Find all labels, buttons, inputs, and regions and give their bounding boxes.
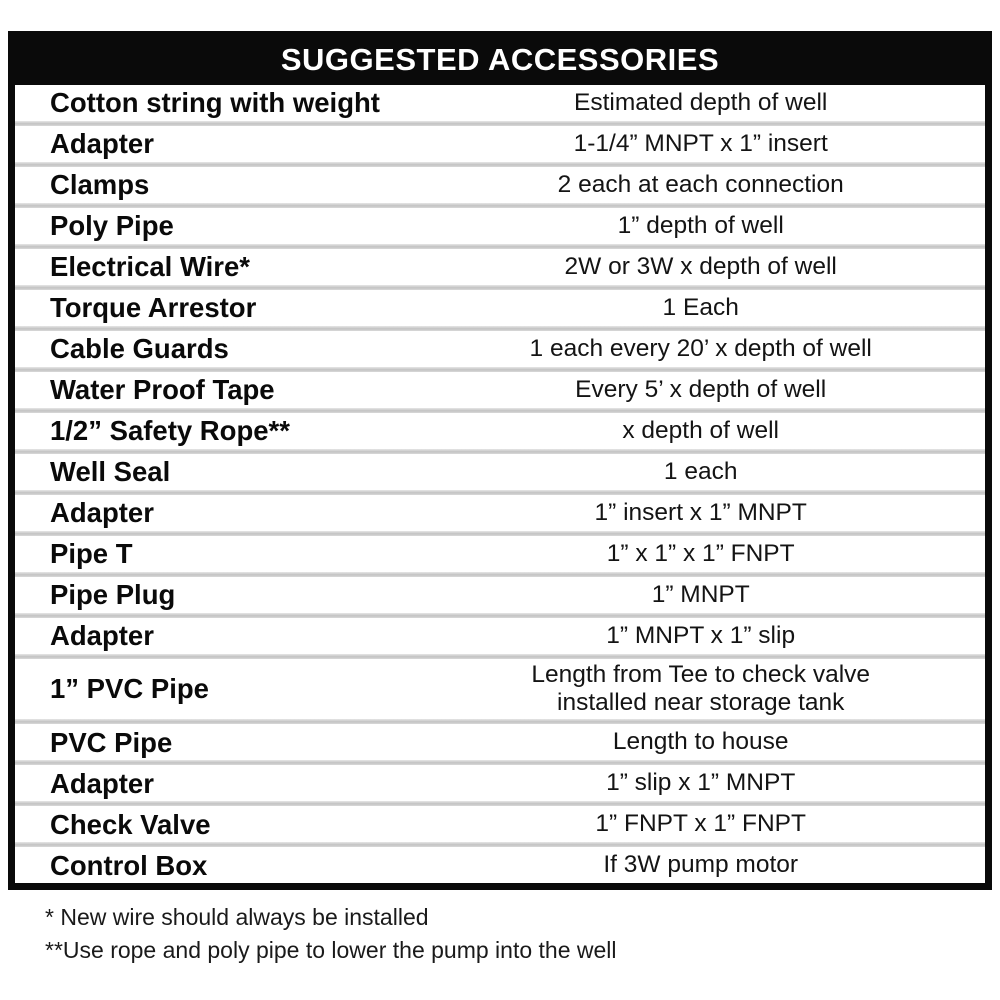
- table-row: [15, 290, 985, 326]
- item-name: Adapter: [50, 128, 154, 160]
- table-row: [15, 331, 985, 367]
- item-spec: Length from Tee to check valve installed near storage tank: [531, 661, 871, 717]
- item-spec: 1” insert x 1” MNPT: [594, 498, 807, 526]
- item-name: Cable Guards: [50, 333, 229, 365]
- item-name: Water Proof Tape: [50, 374, 275, 406]
- item-spec: Estimated depth of well: [574, 88, 828, 116]
- item-name: Pipe T: [50, 538, 133, 570]
- table-row: [15, 806, 985, 842]
- item-name: Torque Arrestor: [50, 292, 257, 324]
- item-spec: 1 each: [663, 457, 738, 485]
- table-row: [15, 847, 985, 883]
- table-row: [15, 454, 985, 490]
- table-row: [15, 249, 985, 285]
- table-row: [15, 618, 985, 654]
- item-spec: 1” MNPT: [651, 580, 750, 608]
- item-name: Check Valve: [50, 808, 211, 840]
- item-spec: 1” depth of well: [617, 211, 784, 239]
- item-name: Adapter: [50, 620, 154, 652]
- item-name: Control Box: [50, 849, 208, 881]
- table-row: [15, 765, 985, 801]
- item-spec: x depth of well: [622, 416, 779, 444]
- accessories-table: [8, 31, 992, 890]
- table-row: [15, 495, 985, 531]
- item-name: Cotton string with weight: [50, 87, 380, 119]
- item-spec: If 3W pump motor: [603, 851, 799, 879]
- item-spec: 1-1/4” MNPT x 1” insert: [573, 129, 828, 157]
- item-spec: 1” FNPT x 1” FNPT: [595, 810, 806, 838]
- item-spec: Every 5’ x depth of well: [575, 375, 827, 403]
- item-name: Adapter: [50, 767, 154, 799]
- item-name: Poly Pipe: [50, 210, 174, 242]
- table-row: [15, 126, 985, 162]
- item-name: Electrical Wire*: [50, 251, 250, 283]
- table-row: [15, 536, 985, 572]
- footnote-electrical-wire: * New wire should always be installed: [45, 904, 429, 930]
- table-title: SUGGESTED ACCESSORIES: [15, 38, 985, 85]
- item-spec: 1” x 1” x 1” FNPT: [606, 539, 795, 567]
- footnotes: [45, 903, 617, 969]
- item-spec: 2W or 3W x depth of well: [564, 252, 837, 280]
- table-row: [15, 724, 985, 760]
- item-name: Well Seal: [50, 456, 171, 488]
- table-row: [15, 85, 985, 121]
- item-spec: Length to house: [612, 728, 789, 756]
- table-body: [15, 85, 985, 883]
- item-name: PVC Pipe: [50, 726, 173, 758]
- item-spec: 1” MNPT x 1” slip: [606, 621, 796, 649]
- table-row: [15, 372, 985, 408]
- item-name: Adapter: [50, 497, 154, 529]
- footnote-safety-rope: **Use rope and poly pipe to lower the pump into the well: [45, 937, 617, 964]
- item-spec: 2 each at each connection: [557, 170, 844, 198]
- table-row: [15, 577, 985, 613]
- item-name: 1/2” Safety Rope**: [50, 415, 290, 447]
- item-name: Pipe Plug: [50, 579, 176, 611]
- item-spec: 1 Each: [662, 293, 739, 321]
- table-row: [15, 167, 985, 203]
- item-spec: 1” slip x 1” MNPT: [606, 769, 796, 797]
- item-name: Clamps: [50, 169, 150, 201]
- table-row: [15, 413, 985, 449]
- item-spec: 1 each every 20’ x depth of well: [529, 334, 872, 362]
- item-name: 1” PVC Pipe: [50, 673, 209, 705]
- table-row: [15, 208, 985, 244]
- table-row: [15, 659, 985, 719]
